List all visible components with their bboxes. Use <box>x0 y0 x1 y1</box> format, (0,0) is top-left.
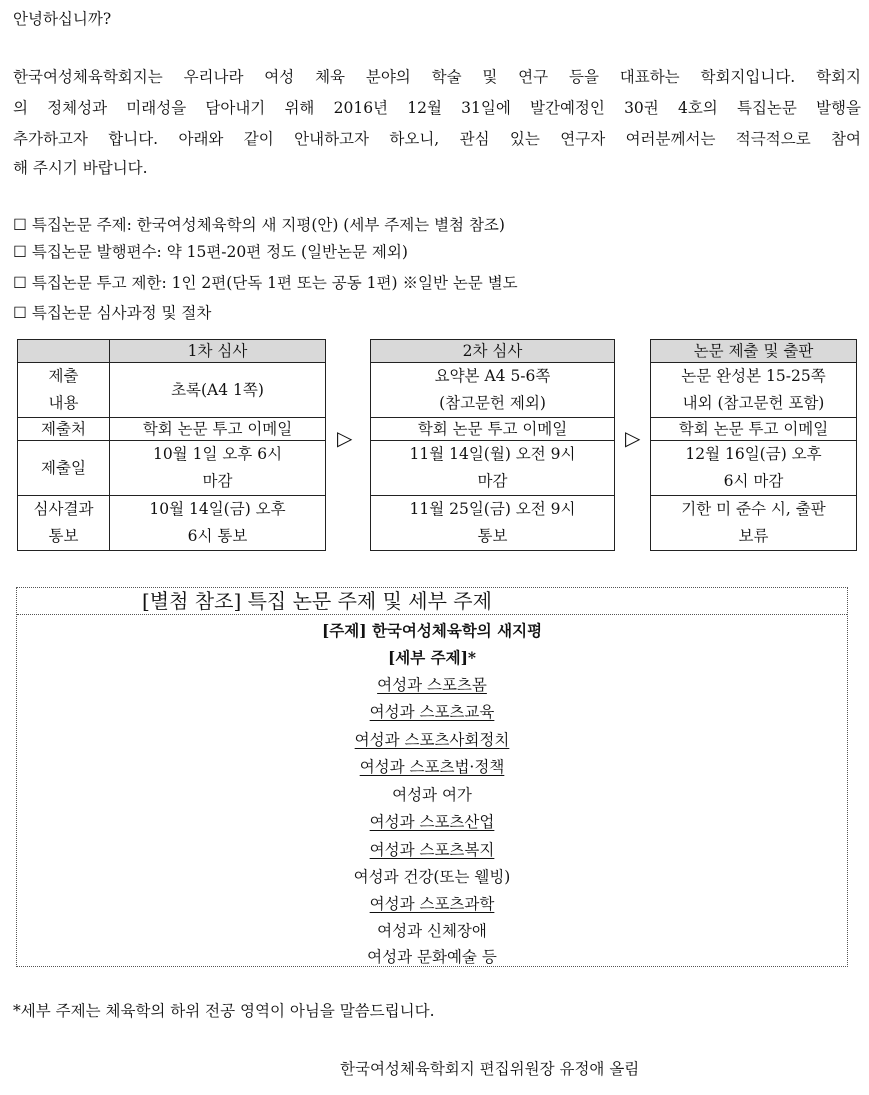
bullet-item <box>13 218 505 234</box>
stage1-header: 1차 심사 <box>110 340 326 363</box>
subtopic-item: 여성과 여가 <box>392 786 472 804</box>
stage1-cell: 초록(A4 1쪽) <box>110 363 326 418</box>
bullet-text: 특집논문 투고 제한: 1인 2편(단독 1편 또는 공동 1편) ※일반 논문 별도 <box>31 274 518 292</box>
attachment-box <box>16 587 848 967</box>
stage2-cell: 11월 14일(월) 오전 9시 마감 <box>371 441 615 496</box>
checkbox-icon: ☐ <box>13 304 27 322</box>
bullet-item <box>13 276 518 292</box>
checkbox-icon: ☐ <box>13 243 27 261</box>
arrow-right-icon: ▷ <box>337 426 353 450</box>
stage1-table <box>17 339 326 551</box>
stage2-header: 2차 심사 <box>371 340 615 363</box>
checkbox-icon: ☐ <box>13 216 27 234</box>
row-label: 제출처 <box>18 418 110 441</box>
checkbox-icon: ☐ <box>13 274 27 292</box>
stage3-cell: 12월 16일(금) 오후 6시 마감 <box>651 441 857 496</box>
bullet-item <box>13 306 211 322</box>
attachment-topic: [주제] 한국여성체육학의 새지평 <box>321 621 543 640</box>
intro-line: 해 주시기 바랍니다. <box>13 159 148 177</box>
subtopic-item: 여성과 스포츠복지 <box>369 841 495 859</box>
bullet-text: 특집논문 주제: 한국여성체육학의 새 지평(안) (세부 주제는 별첨 참조) <box>31 216 505 234</box>
bullet-text: 특집논문 발행편수: 약 15편-20편 정도 (일반논문 제외) <box>31 243 408 261</box>
attachment-title: [별첨 참조] 특집 논문 주제 및 세부 주제 <box>142 589 492 613</box>
stage3-table <box>650 339 857 551</box>
stage1-cell: 학회 논문 투고 이메일 <box>110 418 326 441</box>
stage1-cell: 10월 14일(금) 오후 6시 통보 <box>110 496 326 551</box>
arrow-right-icon: ▷ <box>625 426 641 450</box>
signature: 한국여성체육학회지 편집위원장 유정애 올림 <box>340 1060 640 1078</box>
row-label: 심사결과 통보 <box>18 496 110 551</box>
stage2-cell: 11월 25일(금) 오전 9시 통보 <box>371 496 615 551</box>
row-label: 제출 내용 <box>18 363 110 418</box>
table-corner-cell <box>18 340 110 363</box>
attachment-title-row <box>17 588 847 615</box>
stage3-cell: 논문 완성본 15-25쪽 내외 (참고문헌 포함) <box>651 363 857 418</box>
subtopic-item: 여성과 스포츠과학 <box>369 895 495 913</box>
subtopic-item: 여성과 스포츠법·정책 <box>359 758 505 776</box>
subtopic-item: 여성과 신체장애 <box>377 922 487 940</box>
stage3-header: 논문 제출 및 출판 <box>651 340 857 363</box>
stage2-cell: 학회 논문 투고 이메일 <box>371 418 615 441</box>
intro-line: 한국여성체육학회지는 우리나라 여성 체육 분야의 학술 및 연구 등을 대표하는 학회지입니다. 학회지 <box>13 68 861 86</box>
bullet-item <box>13 245 408 261</box>
stage3-cell: 학회 논문 투고 이메일 <box>651 418 857 441</box>
bullet-text: 특집논문 심사과정 및 절차 <box>31 304 212 322</box>
subtopic-item: 여성과 문화예술 등 <box>367 948 497 966</box>
attachment-subtopic-header: [세부 주제]* <box>387 648 477 667</box>
stage3-cell: 기한 미 준수 시, 출판 보류 <box>651 496 857 551</box>
intro-line: 추가하고자 합니다. 아래와 같이 안내하고자 하오니, 관심 있는 연구자 여러분께서는 적극적으로 참여 <box>13 130 861 148</box>
stage1-cell: 10월 1일 오후 6시 마감 <box>110 441 326 496</box>
subtopic-item: 여성과 건강(또는 웰빙) <box>353 868 511 886</box>
subtopic-item: 여성과 스포츠몸 <box>377 676 487 694</box>
intro-line: 의 정체성과 미래성을 담아내기 위해 2016년 12월 31일에 발간예정인 30권 4호의 특집논문 발행을 <box>13 99 861 117</box>
stage2-table <box>370 339 615 551</box>
stage2-cell: 요약본 A4 5-6쪽 (참고문헌 제외) <box>371 363 615 418</box>
subtopic-item: 여성과 스포츠산업 <box>369 813 495 831</box>
row-label: 제출일 <box>18 441 110 496</box>
subtopic-item: 여성과 스포츠사회정치 <box>354 731 510 749</box>
footnote: *세부 주제는 체육학의 하위 전공 영역이 아님을 말씀드립니다. <box>13 1002 435 1020</box>
subtopic-item: 여성과 스포츠교육 <box>369 703 495 721</box>
greeting: 안녕하십니까? <box>13 10 112 28</box>
